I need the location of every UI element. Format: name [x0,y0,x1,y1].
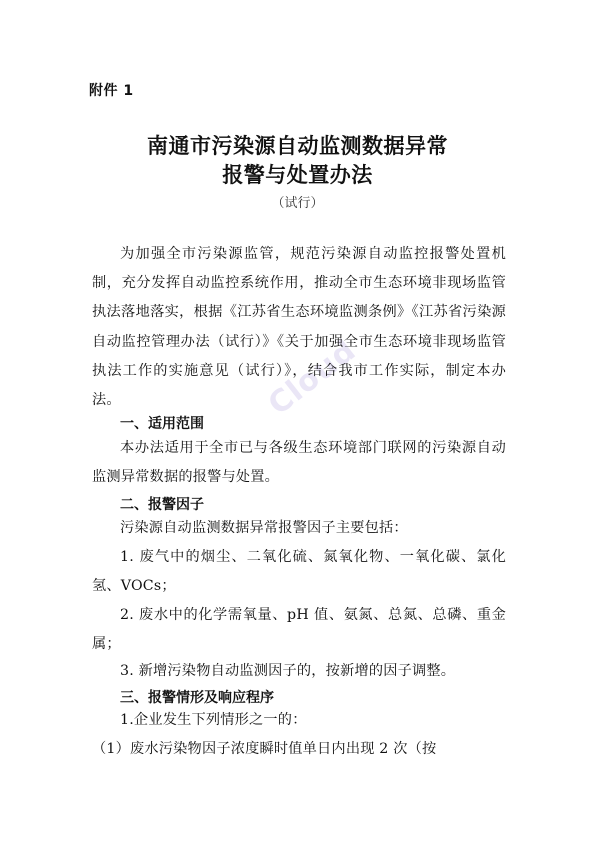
section2-item1: 1. 废气中的烟尘、二氧化硫、氮氧化物、一氧化碳、氯化氢、VOCs； [92,549,506,595]
section1-heading: 一、适用范围 [120,416,204,432]
section3-item1: （1）废水污染物因子浓度瞬时值单日内出现 2 次（按 [92,741,437,757]
section2-item3: 3. 新增污染物自动监测因子的，按新增的因子调整。 [120,663,456,679]
section2-intro: 污染源自动监测数据异常报警因子主要包括： [120,520,408,536]
annex-label: 附件 1 [89,83,134,99]
section2-heading: 二、报警因子 [120,497,204,513]
section3-heading: 三、报警情形及响应程序 [120,690,274,706]
document-title-line2: 报警与处置办法 [222,162,373,187]
intro-paragraph: 为加强全市污染源监管，规范污染源自动监控报警处置机制，充分发挥自动监控系统作用，推动全市生态环境非现场监管执法落地落实，根据《江苏省生态环境监测条例》《江苏省污染源自动监控管理办法（试行）》《关于加强全市生态环境非现场监管执法工作的实施意见（试行）》，结合我市工作实际，制定本办法。 [92,246,506,409]
section3-sub1: 1.企业发生下列情形之一的： [120,712,307,728]
section2-item2: 2. 废水中的化学需氧量、pH 值、氨氮、总氮、总磷、重金属； [92,607,506,653]
document-title-line1: 南通市污染源自动监测数据异常 [147,133,448,158]
trial-note: （试行） [271,196,324,211]
section1-paragraph: 本办法适用于全市已与各级生态环境部门联网的污染源自动监测异常数据的报警与处置。 [92,440,506,486]
watermark-logo: Cloud [261,332,363,423]
